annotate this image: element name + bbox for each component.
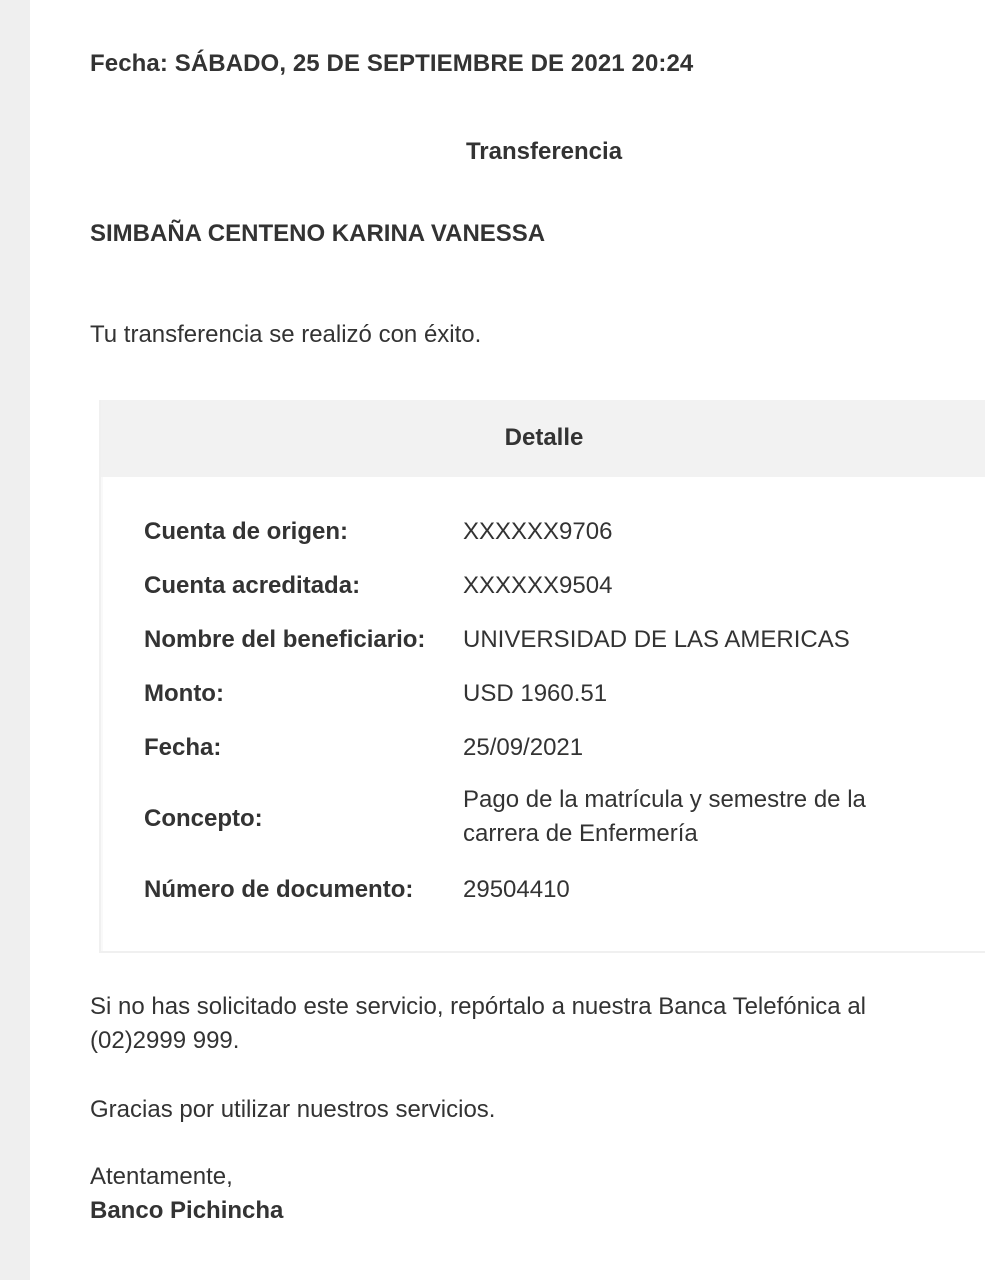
- recipient-name: SIMBAÑA CENTENO KARINA VANESSA: [90, 220, 546, 247]
- bank-signature: Banco Pichincha: [90, 1197, 284, 1224]
- closing-salutation: Atentamente,: [90, 1163, 233, 1190]
- concept-label: Concepto:: [144, 805, 263, 832]
- thanks-message: Gracias por utilizar nuestros servicios.: [90, 1096, 496, 1123]
- date-header: Fecha: SÁBADO, 25 DE SEPTIEMBRE DE 2021 20:24: [90, 50, 694, 77]
- detail-title: Detalle: [504, 424, 584, 451]
- page-title: Transferencia: [465, 138, 623, 165]
- date-label: Fecha:: [144, 734, 222, 761]
- document-number-value: 29504410: [463, 876, 570, 903]
- amount-label: Monto:: [144, 680, 224, 707]
- credited-account-value: XXXXXX9504: [463, 572, 613, 599]
- detail-table: [103, 477, 985, 951]
- credited-account-label: Cuenta acreditada:: [144, 572, 361, 599]
- email-body: [30, 0, 985, 1280]
- detail-header: [101, 400, 985, 477]
- report-notice: Si no has solicitado este servicio, repórtalo a nuestra Banca Telefónica al (02)2999 999.: [90, 993, 867, 1054]
- document-number-label: Número de documento:: [144, 876, 414, 903]
- origin-account-label: Cuenta de origen:: [144, 518, 349, 545]
- beneficiary-name-label: Nombre del beneficiario:: [144, 626, 426, 653]
- origin-account-value: XXXXXX9706: [463, 518, 613, 545]
- success-message: Tu transferencia se realizó con éxito.: [90, 321, 482, 348]
- amount-value: USD 1960.51: [463, 680, 608, 707]
- concept-value: Pago de la matrícula y semestre de la carrera de Enfermería: [463, 786, 866, 847]
- beneficiary-name-value: UNIVERSIDAD DE LAS AMERICAS: [463, 626, 850, 653]
- detail-panel: [99, 400, 985, 953]
- date-value: 25/09/2021: [463, 734, 584, 761]
